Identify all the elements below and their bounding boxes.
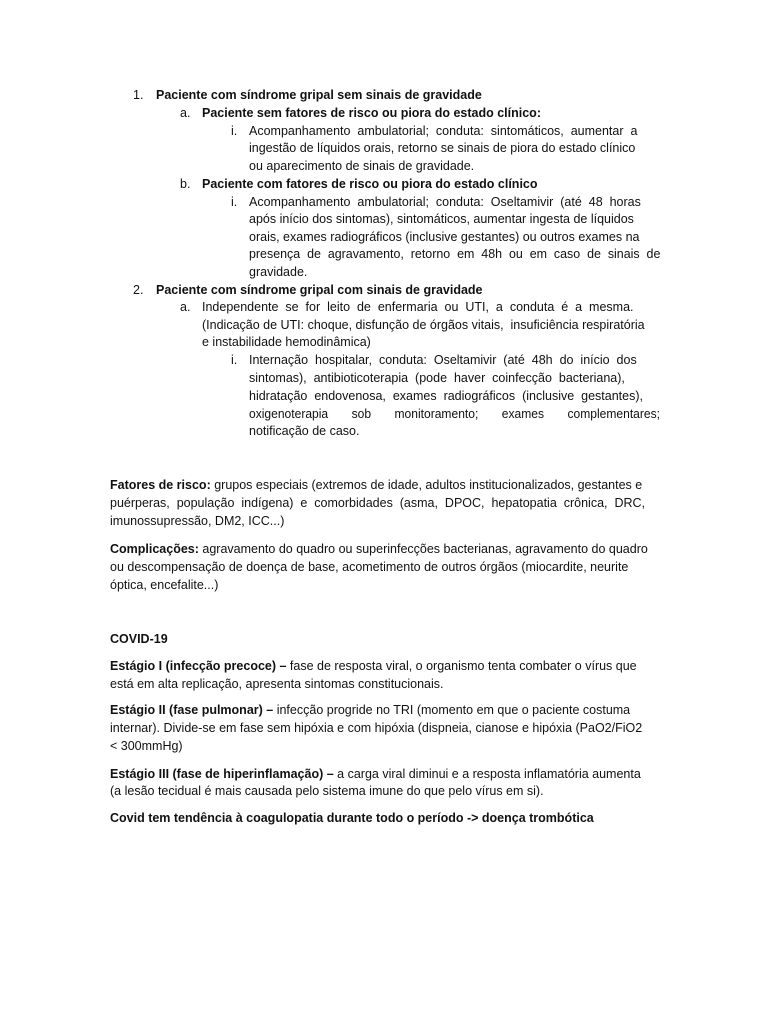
estagio1-text: está em alta replicação, apresenta sintomas constitucionais. [110,677,444,691]
item1b-title: Paciente com fatores de risco ou piora do estado clínico [202,177,538,191]
complicacoes-label: Complicações: [110,542,199,556]
estagio1-label: Estágio I (infecção precoce) – [110,659,287,673]
estagio3-line [110,765,641,783]
item1a-title: Paciente sem fatores de risco ou piora do estado clínico: [202,106,541,120]
fatores-paragraph-line [110,476,642,494]
item2a-line: Independente se for leito de enfermaria ou UTI, a conduta é a mesma. [202,300,634,314]
item1bi-line: presença de agravamento, retorno em 48h ou em caso de sinais de [249,247,661,261]
item1bi-line: Acompanhamento ambulatorial; conduta: Oseltamivir (até 48 horas [249,195,641,209]
covid-heading: COVID-19 [110,632,168,646]
item2-title: Paciente com síndrome gripal com sinais de gravidade [156,283,483,297]
estagio2-text: infecção progride no TRI (momento em que o paciente costuma [273,703,631,717]
estagio3-text: a carga viral diminui e a resposta inflamatória aumenta [333,767,641,781]
item2ai-line: hidratação endovenosa, exames radiográficos (inclusive gestantes), [249,389,643,403]
item2ai-line: sintomas), antibioticoterapia (pode haver coinfecção bacteriana), [249,371,625,385]
fatores-text: imunossupressão, DM2, ICC...) [110,514,285,528]
list-marker-1ai: i. [231,124,238,138]
complicacoes-text: ou descompensação de doença de base, acometimento de outros órgãos (miocardite, neurite [110,560,629,574]
item1-title: Paciente com síndrome gripal sem sinais de gravidade [156,88,482,102]
estagio1-text: fase de resposta viral, o organismo tenta combater o vírus que [286,659,637,673]
list-marker-1bi: i. [231,195,238,209]
estagio3-label: Estágio III (fase de hiperinflamação) – [110,767,334,781]
fatores-text: puérperas, população indígena) e comorbidades (asma, DPOC, hepatopatia crônica, DRC, [110,496,646,510]
complicacoes-paragraph-line [110,540,648,558]
list-marker-2a: a. [180,300,191,314]
estagio2-line [110,701,630,719]
item2a-line: (Indicação de UTI: choque, disfunção de órgãos vitais, insuficiência respiratória [202,318,645,332]
estagio2-label: Estágio II (fase pulmonar) – [110,703,274,717]
item1ai-line: ingestão de líquidos orais, retorno se sinais de piora do estado clínico [249,141,636,155]
list-marker-2: 2. [133,283,144,297]
item2a-line: e instabilidade hemodinâmica) [202,335,371,349]
item1bi-line: orais, exames radiográficos (inclusive gestantes) ou outros exames na [249,230,640,244]
fatores-text: grupos especiais (extremos de idade, adultos institucionalizados, gestantes e [210,478,643,492]
list-marker-2ai: i. [231,353,238,367]
complicacoes-text: óptica, encefalite...) [110,578,219,592]
estagio3-text: (a lesão tecidual é mais causada pelo sistema imune do que pelo vírus em si). [110,784,544,798]
item2ai-line: notificação de caso. [249,424,360,438]
complicacoes-text: agravamento do quadro ou superinfecções bacterianas, agravamento do quadro [198,542,648,556]
item1bi-line: gravidade. [249,265,308,279]
list-marker-1a: a. [180,106,191,120]
estagio1-line [110,657,637,675]
item2ai-line: Internação hospitalar, conduta: Oseltamivir (até 48h do início dos [249,353,637,367]
list-marker-1: 1. [133,88,144,102]
fatores-label: Fatores de risco: [110,478,211,492]
list-marker-1b: b. [180,177,191,191]
estagio2-text: < 300mmHg) [110,739,183,753]
item1ai-line: ou aparecimento de sinais de gravidade. [249,159,475,173]
covid-conclusion: Covid tem tendência à coagulopatia durante todo o período -> doença trombótica [110,811,594,825]
item1ai-line: Acompanhamento ambulatorial; conduta: sintomáticos, aumentar a [249,124,638,138]
item2ai-line: oxigenoterapia sob monitoramento; exames complementares; [249,407,660,421]
item1bi-line: após início dos sintomas), sintomáticos, aumentar ingesta de líquidos [249,212,634,226]
estagio2-text: internar). Divide-se em fase sem hipóxia e com hipóxia (dispneia, cianose e hipóxia (PaO2/FiO2 [110,721,643,735]
